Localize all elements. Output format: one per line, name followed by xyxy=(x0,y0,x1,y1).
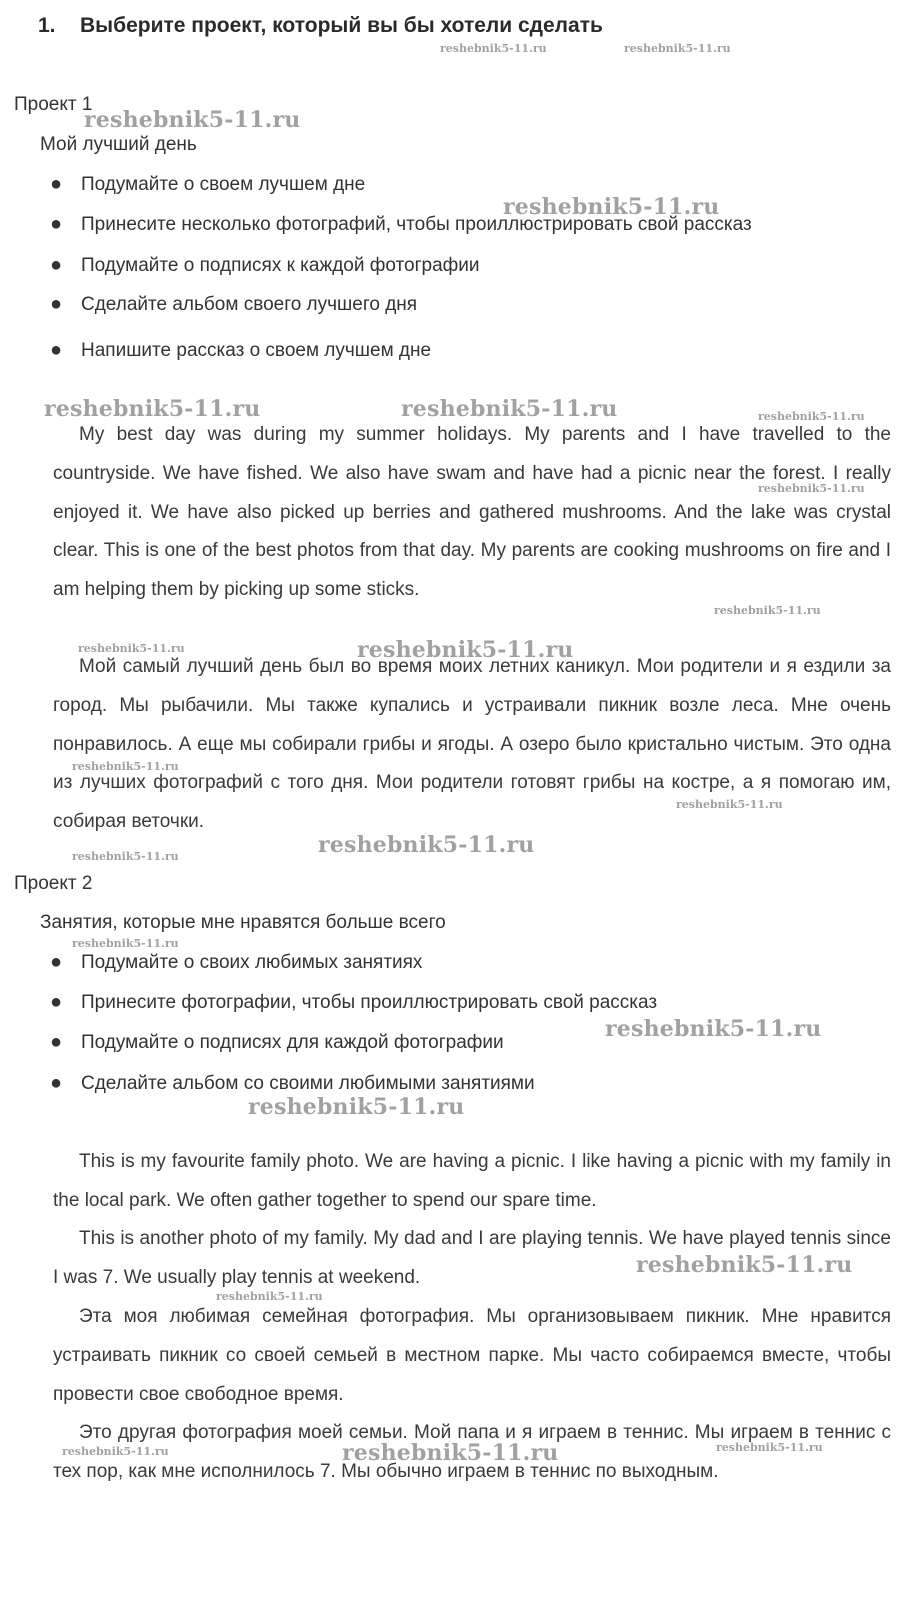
list-item xyxy=(50,173,366,196)
list-item xyxy=(50,293,418,316)
project2-label: Проект 2 xyxy=(14,873,93,894)
task-title: Выберите проект, который вы бы хотели сделать xyxy=(80,14,603,37)
project1-text-en: My best day was during my summer holidays. My parents and I have travelled to the countryside. We have fished. We also have swam and have had a picnic near the forest. I really enjoyed it. We have also picked up berries and gathered mushrooms. And the lake was crystal clear. This is one of the best photos from that day. My parents are cooking mushrooms on fire and I am helping them by picking up some sticks. xyxy=(53,424,891,601)
list-item-text: Сделайте альбом своего лучшего дня xyxy=(81,294,418,315)
watermark: reshebnik5-11.ru xyxy=(357,637,574,663)
watermark: reshebnik5-11.ru xyxy=(72,850,179,863)
bullet-icon: ● xyxy=(50,991,63,1013)
list-item-text: Напишите рассказ о своем лучшем дне xyxy=(81,340,432,361)
list-item-text: Подумайте о подписях для каждой фотографии xyxy=(81,1032,504,1053)
bullet-icon: ● xyxy=(50,173,63,195)
watermark: reshebnik5-11.ru xyxy=(216,1290,323,1303)
watermark: reshebnik5-11.ru xyxy=(72,760,179,773)
watermark: reshebnik5-11.ru xyxy=(624,42,731,55)
bullet-icon: ● xyxy=(50,293,63,315)
bullet-icon: ● xyxy=(50,213,63,235)
watermark: reshebnik5-11.ru xyxy=(716,1441,823,1454)
project1-text-ru: Мой самый лучший день был во время моих летних каникул. Мои родители и я ездили за город. Мы рыбачили. Мы также купались и устраивали пикник возле леса. Мне очень понравилось. А еще мы собирали грибы и ягоды. А озеро было кристально чистым. Это одна из лучших фотографий с того дня. Мои родители готовят грибы на костре, а я помогаю им, собирая веточки. xyxy=(53,656,891,833)
project2-text-ru-1: Эта моя любимая семейная фотография. Мы организовываем пикник. Мне нравится устраивать пикник со своей семьей в местном парке. Мы часто собираемся вместе, чтобы провести свое свободное время. xyxy=(53,1306,891,1405)
watermark: reshebnik5-11.ru xyxy=(401,396,618,422)
watermark: reshebnik5-11.ru xyxy=(605,1016,822,1042)
task-number: 1. xyxy=(38,14,56,37)
project2-text-en-2: This is another photo of my family. My dad and I are playing tennis. We have played tennis since I was 7. We usually play tennis at weekend. xyxy=(53,1228,891,1288)
list-item-text: Подумайте о своих любимых занятиях xyxy=(81,952,423,973)
bullet-icon: ● xyxy=(50,1031,63,1053)
watermark: reshebnik5-11.ru xyxy=(440,42,547,55)
watermark: reshebnik5-11.ru xyxy=(342,1440,559,1466)
watermark: reshebnik5-11.ru xyxy=(318,832,535,858)
watermark: reshebnik5-11.ru xyxy=(44,396,261,422)
watermark: reshebnik5-11.ru xyxy=(758,410,865,423)
watermark: reshebnik5-11.ru xyxy=(714,604,821,617)
list-item-text: Принесите несколько фотографий, чтобы проиллюстрировать свой рассказ xyxy=(81,214,752,235)
list-item xyxy=(50,254,480,277)
task-heading xyxy=(38,14,603,38)
watermark: reshebnik5-11.ru xyxy=(78,642,185,655)
project2-text-ru-2: Это другая фотография моей семьи. Мой папа и я играем в теннис. Мы играем в теннис с тех пор, как мне исполнилось 7. Мы обычно играем в теннис по выходным. xyxy=(53,1422,891,1482)
watermark: reshebnik5-11.ru xyxy=(503,194,720,220)
bullet-icon: ● xyxy=(50,254,63,276)
list-item-text: Сделайте альбом со своими любимыми занятиями xyxy=(81,1073,535,1094)
project1-label: Проект 1 xyxy=(14,94,93,115)
list-item xyxy=(50,951,423,974)
list-item xyxy=(50,1072,535,1095)
watermark: reshebnik5-11.ru xyxy=(676,798,783,811)
project2-subtitle: Занятия, которые мне нравятся больше всего xyxy=(40,912,446,933)
list-item xyxy=(50,991,658,1014)
list-item xyxy=(50,339,432,362)
bullet-icon: ● xyxy=(50,1072,63,1094)
watermark: reshebnik5-11.ru xyxy=(72,937,179,950)
watermark: reshebnik5-11.ru xyxy=(248,1094,465,1120)
watermark: reshebnik5-11.ru xyxy=(84,107,301,133)
project2-text-en-1: This is my favourite family photo. We are having a picnic. I like having a picnic with my family in the local park. We often gather together to spend our spare time. xyxy=(53,1151,891,1211)
list-item-text: Подумайте о подписях к каждой фотографии xyxy=(81,255,480,276)
bullet-icon: ● xyxy=(50,339,63,361)
watermark: reshebnik5-11.ru xyxy=(62,1445,169,1458)
list-item-text: Принесите фотографии, чтобы проиллюстрировать свой рассказ xyxy=(81,992,658,1013)
list-item-text: Подумайте о своем лучшем дне xyxy=(81,174,366,195)
watermark: reshebnik5-11.ru xyxy=(758,482,865,495)
bullet-icon: ● xyxy=(50,951,63,973)
list-item xyxy=(50,1031,504,1054)
project1-subtitle: Мой лучший день xyxy=(40,134,197,155)
watermark: reshebnik5-11.ru xyxy=(636,1252,853,1278)
